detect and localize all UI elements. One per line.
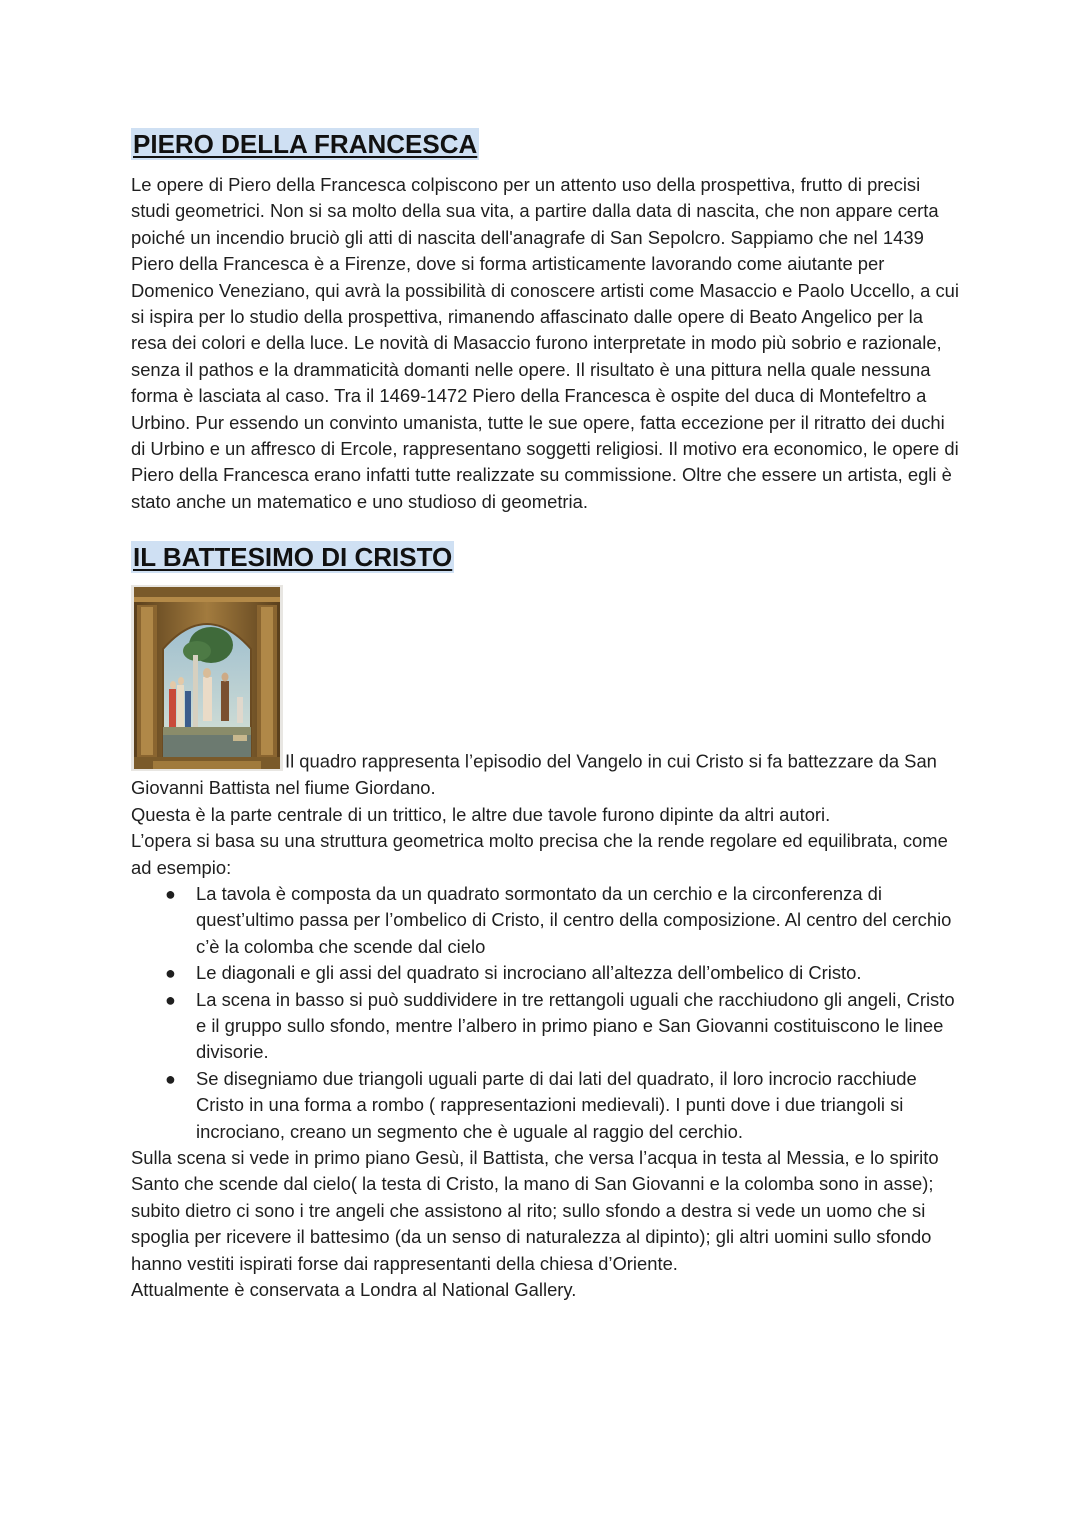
triptych-paragraph: Questa è la parte centrale di un trittico, le altre due tavole furono dipinte da altri autori. [131,803,831,825]
list-item-text: Le diagonali e gli assi del quadrato si incrociano all’altezza dell’ombelico di Cristo. [196,962,862,984]
biography-paragraph: Le opere di Piero della Francesca colpiscono per un attento uso della prospettiva, frutto di precisi studi geometrici. Non si sa molto della sua vita, a partire dalla data di nascita, che non appare certa poiché un incendio bruciò gli atti di nascita dell'anagrafe di San Sepolcro. Sappiamo che nel 1439 Piero della Francesca è a Firenze, dove si forma artisticamente lavorando come aiutante per Domenico Veneziano, qui avrà la possibilità di conoscere artisti come Masaccio e Paolo Uccello, a cui si ispira per lo studio della prospettiva, rimanendo affascinato dalle opere di Beato Angelico per la resa dei colori e della luce. Le novità di Masaccio furono interpretate in modo più sobrio e razionale, senza il pathos e la drammaticità domanti nelle opere. Il risultato è una pittura nella quale nessuna forma è lasciata al caso. Tra il 1469-1472 Piero della Francesca è ospite del duca di Montefeltro a Urbino. Pur essendo un convinto umanista, tutte le sue opere, fatta eccezione per il ritratto dei duchi di Urbino e un affresco di Ercole, rappresentano soggetti religiosi. Il motivo era economico, le opere di Piero della Francesca erano infatti tutte realizzate su commissione. Oltre che essere un artista, egli è stato anche un matematico e uno studioso di geometria. [131,174,959,512]
list-item-text: Se disegniamo due triangoli uguali parte di dai lati del quadrato, il loro incrocio racchiude Cristo in una forma a rombo ( rappresentazioni medievali). I punti dove i due triangoli si incrociano, creano un segmento che è uguale al raggio del cerchio. [196,1067,917,1142]
list-item [131,960,961,986]
location-paragraph: Attualmente è conservata a Londra al National Gallery. [131,1279,577,1300]
bullet-icon: ● [165,989,176,1010]
baptism-painting-image [131,585,283,771]
heading-piero-della-francesca: PIERO DELLA FRANCESCA [133,129,478,159]
painting-caption: Il quadro rappresenta l’episodio del Vangelo in cui Cristo si fa battezzare da San Giovanni Battista nel fiume Giordano. [131,750,937,799]
structure-intro-paragraph: L’opera si basa su una struttura geometrica molto precisa che la rende regolare ed equilibrata, come ad esempio: [131,830,948,878]
bullet-icon: ● [165,963,176,984]
list-item [131,987,961,1066]
list-item [131,881,961,960]
list-item [131,1066,961,1145]
heading-battesimo-di-cristo: IL BATTESIMO DI CRISTO [133,542,453,573]
list-item-text: La tavola è composta da un quadrato sormontato da un cerchio e la circonferenza di quest’ultimo passa per l’ombelico di Cristo, il centro della composizione. Al centro del cerchio c’è la colomba che scende dal cielo [196,882,952,957]
scene-description-paragraph: Sulla scena si vede in primo piano Gesù, il Battista, che versa l’acqua in testa al Messia, e lo spirito Santo che scende dal cielo( la testa di Cristo, la mano di San Giovanni e la colomba sono in asse); subito dietro ci sono i tre angeli che assistono al rito; sullo sfondo a destra si vede un uomo che si spoglia per ricevere il battesimo (da un senso di naturalezza al dipinto); gli altri uomini sullo sfondo hanno vestiti ispirati forse dai rappresentanti della chiesa d’Oriente. [131,1146,939,1274]
list-item-text: La scena in basso si può suddividere in tre rettangoli uguali che racchiudono gli angeli, Cristo e il gruppo sullo sfondo, mentre l’albero in primo piano e San Giovanni costituiscono le linee divisorie. [196,988,955,1063]
bullet-icon: ● [165,1068,176,1089]
bullet-icon: ● [165,883,176,904]
painting-caption-line [131,585,961,801]
document-page [131,128,961,1303]
geometry-bullet-list [131,881,961,1145]
